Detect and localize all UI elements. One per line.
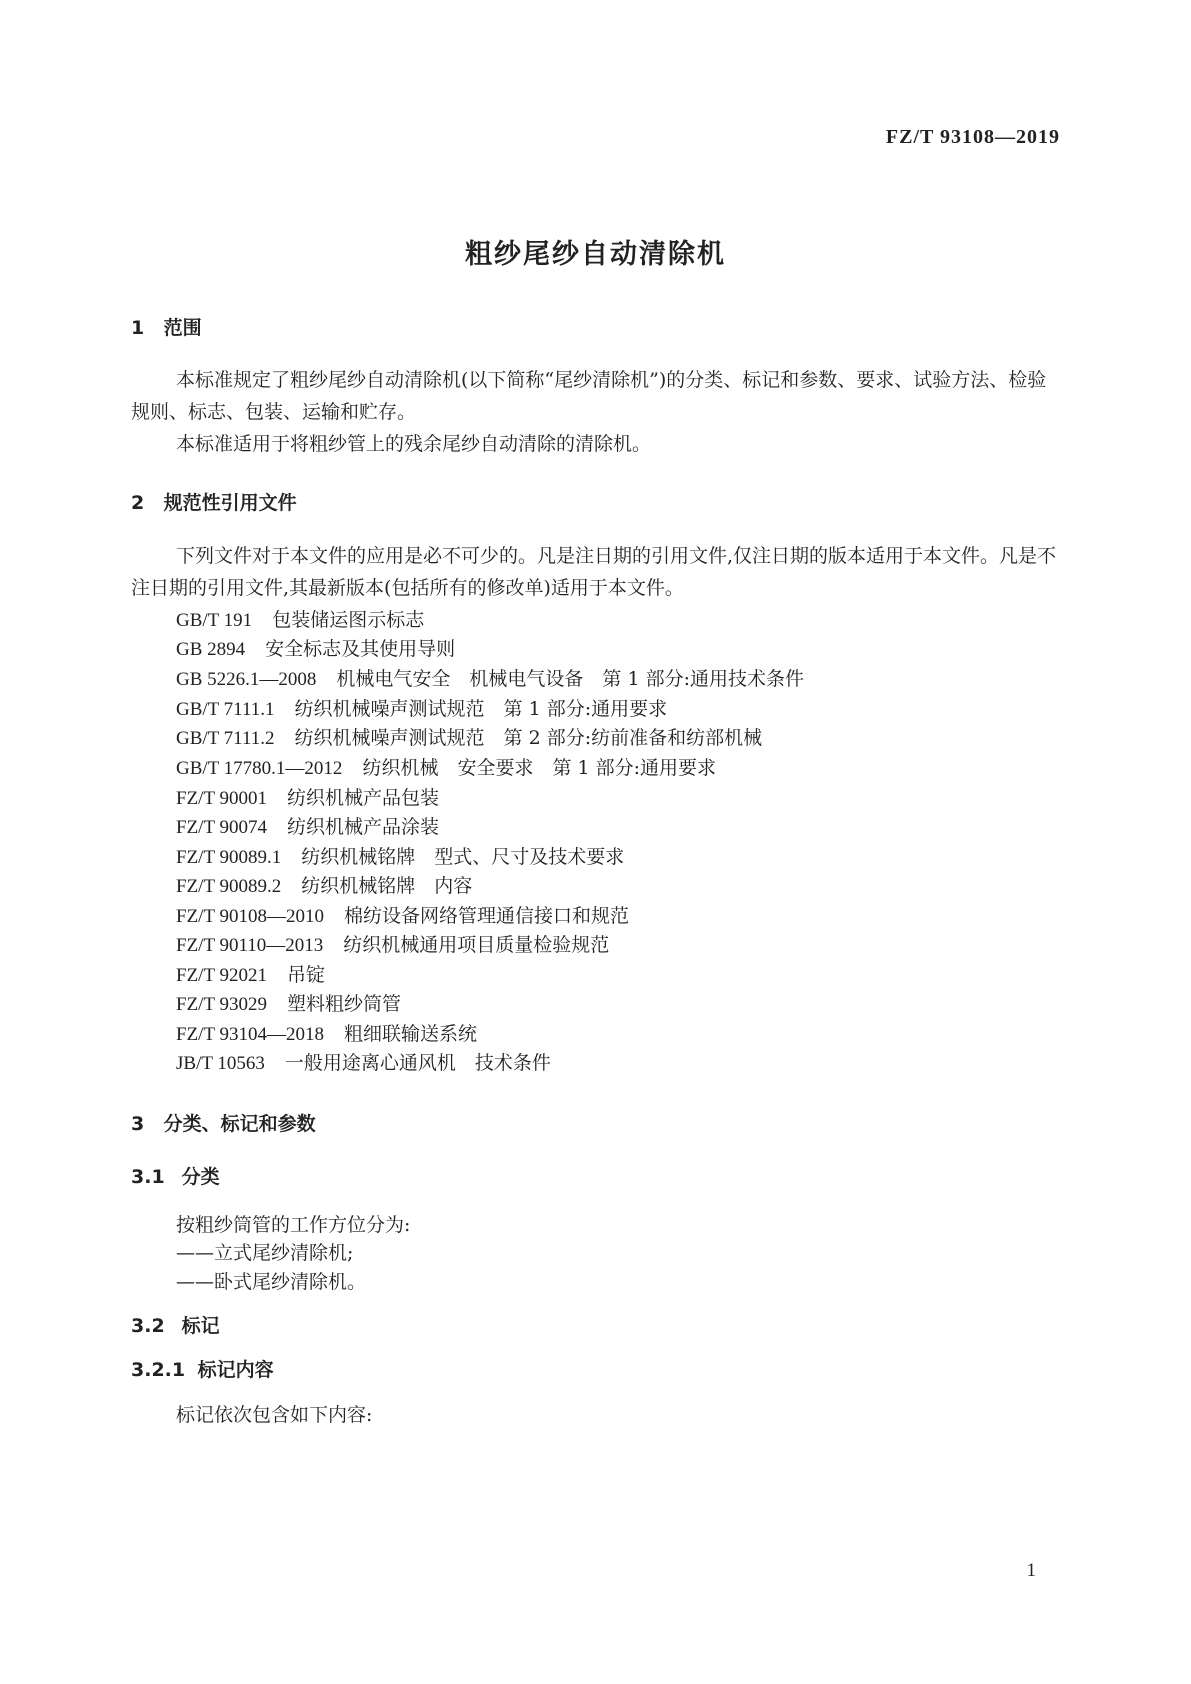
section-title: 分类、标记和参数 (163, 1113, 316, 1135)
section-2-heading (131, 488, 297, 515)
reference-code: FZ/T 90108—2010 (176, 906, 324, 927)
reference-item (176, 812, 439, 839)
reference-title: 纺织机械铭牌 型式、尺寸及技术要求 (301, 846, 625, 868)
reference-item (176, 842, 624, 869)
reference-title: 纺织机械铭牌 内容 (301, 875, 473, 897)
section-1-heading (131, 313, 202, 340)
reference-code: FZ/T 93029 (176, 994, 267, 1015)
reference-code: GB/T 191 (176, 610, 253, 631)
section-title: 标记内容 (197, 1359, 274, 1381)
reference-code: FZ/T 90089.2 (176, 876, 282, 897)
section-3-2-heading (131, 1311, 220, 1338)
reference-code: GB/T 17780.1—2012 (176, 758, 343, 779)
reference-title: 棉纺设备网络管理通信接口和规范 (343, 905, 629, 927)
reference-title: 粗细联输送系统 (343, 1023, 477, 1045)
reference-code: FZ/T 92021 (176, 965, 267, 986)
reference-title: 纺织机械噪声测试规范 第 2 部分:纺前准备和纺部机械 (294, 727, 763, 749)
classification-intro: 按粗纱筒管的工作方位分为: (176, 1214, 411, 1236)
reference-item (176, 753, 716, 780)
reference-item (176, 930, 609, 957)
reference-item (176, 960, 325, 987)
section-title: 分类 (181, 1166, 220, 1188)
reference-title: 机械电气安全 机械电气设备 第 1 部分:通用技术条件 (336, 668, 804, 690)
marking-content-text: 标记依次包含如下内容: (176, 1404, 373, 1426)
section-number: 1 (131, 317, 145, 339)
section-title: 范围 (163, 317, 202, 339)
reference-title: 安全标志及其使用导则 (265, 638, 456, 660)
reference-item (176, 1048, 551, 1075)
document-title: 粗纱尾纱自动清除机 (465, 239, 726, 270)
section-1-paragraph-2: 本标准适用于将粗纱管上的残余尾纱自动清除的清除机。 (176, 433, 652, 455)
section-2-paragraph-1: 下列文件对于本文件的应用是必不可少的。凡是注日期的引用文件,仅注日期的版本适用于本文件。凡是不注日期的引用文件,其最新版本(包括所有的修改单)适用于本文件。 (131, 545, 1057, 599)
reference-item (176, 871, 472, 898)
reference-item (176, 634, 455, 661)
reference-title: 纺织机械产品涂装 (286, 816, 439, 838)
classification-item: ——立式尾纱清除机; (176, 1242, 354, 1264)
reference-title: 纺织机械 安全要求 第 1 部分:通用要求 (362, 757, 717, 779)
reference-code: FZ/T 90089.1 (176, 847, 282, 868)
page-number: 1 (1026, 1560, 1036, 1581)
reference-code: FZ/T 93104—2018 (176, 1024, 324, 1045)
reference-code: FZ/T 90074 (176, 817, 267, 838)
reference-code: GB 5226.1—2008 (176, 669, 317, 690)
reference-title: 包装储运图示标志 (272, 609, 425, 631)
reference-item (176, 664, 804, 691)
reference-title: 吊锭 (286, 964, 325, 986)
section-1-paragraph-1: 本标准规定了粗纱尾纱自动清除机(以下简称“尾纱清除机”)的分类、标记和参数、要求、试验方法、检验规则、标志、包装、运输和贮存。 (131, 369, 1047, 423)
section-number: 2 (131, 492, 145, 514)
reference-code: FZ/T 90110—2013 (176, 935, 324, 956)
reference-code: GB 2894 (176, 639, 246, 660)
reference-title: 纺织机械产品包装 (286, 787, 439, 809)
section-3-1-heading (131, 1162, 220, 1189)
reference-code: GB/T 7111.1 (176, 699, 275, 720)
section-number: 3.2 (131, 1315, 165, 1337)
reference-item (176, 989, 401, 1016)
reference-item (176, 901, 629, 928)
reference-title: 塑料粗纱筒管 (286, 993, 401, 1015)
section-title: 标记 (181, 1315, 220, 1337)
section-title: 规范性引用文件 (163, 492, 297, 514)
standard-code: FZ/T 93108—2019 (885, 126, 1060, 148)
reference-code: FZ/T 90001 (176, 788, 267, 809)
reference-item (176, 1019, 477, 1046)
section-number: 3.1 (131, 1166, 165, 1188)
reference-title: 纺织机械噪声测试规范 第 1 部分:通用要求 (294, 698, 668, 720)
reference-item (176, 723, 762, 750)
reference-code: GB/T 7111.2 (176, 728, 275, 749)
reference-item (176, 783, 439, 810)
reference-title: 一般用途离心通风机 技术条件 (284, 1052, 551, 1074)
reference-code: JB/T 10563 (176, 1053, 265, 1074)
reference-item (176, 694, 667, 721)
reference-title: 纺织机械通用项目质量检验规范 (343, 934, 610, 956)
section-3-heading (131, 1109, 316, 1136)
classification-item: ——卧式尾纱清除机。 (176, 1271, 367, 1293)
section-3-2-1-heading (131, 1355, 274, 1382)
section-number: 3 (131, 1113, 145, 1135)
reference-item (176, 605, 424, 632)
section-number: 3.2.1 (131, 1359, 186, 1381)
